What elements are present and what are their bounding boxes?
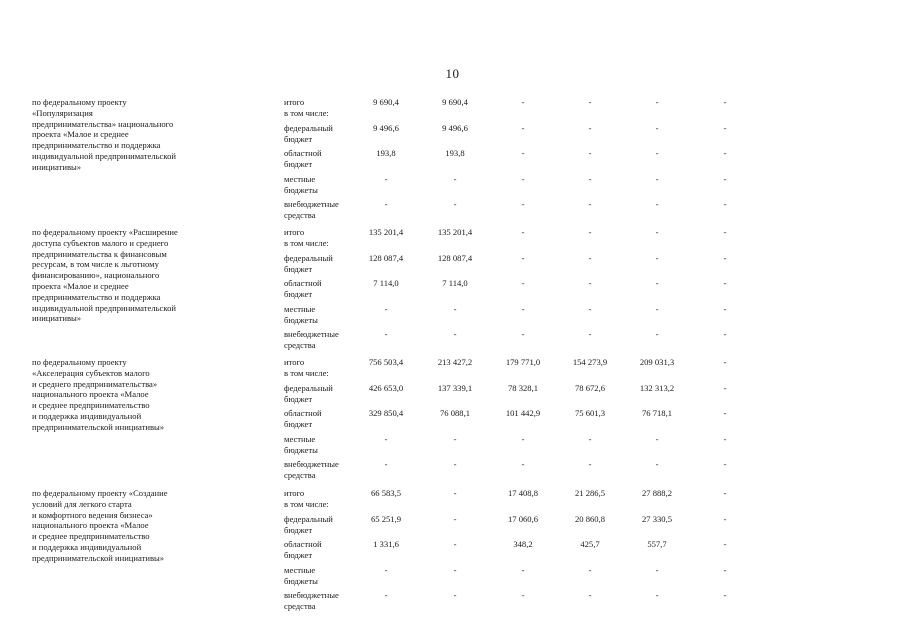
funding-source-label: внебюджетные средства <box>284 459 339 480</box>
amount-cell: 66 583,5 <box>370 488 402 498</box>
amount-cell: 135 201,4 <box>437 227 473 237</box>
amount-cell: - <box>453 329 457 339</box>
amount-cell: - <box>521 227 525 237</box>
funding-source-label: местные бюджеты <box>284 174 318 195</box>
funding-row <box>0 123 905 149</box>
amount-cell: - <box>384 590 388 600</box>
funding-source-label: итого в том числе: <box>284 97 329 118</box>
amount-cell: - <box>655 278 659 288</box>
funding-row <box>0 488 905 514</box>
amount-cell: 101 442,9 <box>505 408 541 418</box>
amount-cell: 154 273,9 <box>572 357 608 367</box>
amount-cell: - <box>384 304 388 314</box>
funding-source-label: местные бюджеты <box>284 304 318 325</box>
amount-cell: - <box>453 590 457 600</box>
amount-cell: - <box>453 304 457 314</box>
amount-cell: 135 201,4 <box>368 227 404 237</box>
amount-cell: - <box>588 174 592 184</box>
amount-cell: - <box>588 565 592 575</box>
project-description: по федеральному проекту «Создание условий для легкого старта и комфортного ведения бизнеса» национального проекта «Малое и среднее предпринимательство и поддержка индивидуальной предпринимательской инициативы» <box>32 488 168 563</box>
amount-cell: - <box>655 174 659 184</box>
funding-row <box>0 514 905 540</box>
funding-row <box>0 329 905 355</box>
funding-row <box>0 383 905 409</box>
amount-cell: - <box>384 174 388 184</box>
amount-cell: 78 672,6 <box>574 383 606 393</box>
amount-cell: - <box>521 97 525 107</box>
funding-source-label: внебюджетные средства <box>284 199 339 220</box>
amount-cell: 137 339,1 <box>437 383 473 393</box>
funding-row <box>0 434 905 460</box>
funding-row <box>0 199 905 225</box>
amount-cell: 17 408,8 <box>507 488 539 498</box>
amount-cell: 76 718,1 <box>641 408 673 418</box>
amount-cell: 78 328,1 <box>507 383 539 393</box>
funding-row <box>0 278 905 304</box>
amount-cell: - <box>588 227 592 237</box>
amount-cell: - <box>521 459 525 469</box>
amount-cell: - <box>588 278 592 288</box>
amount-cell: - <box>384 434 388 444</box>
amount-cell: 193,8 <box>376 148 396 158</box>
amount-cell: 132 313,2 <box>639 383 675 393</box>
amount-cell: - <box>588 304 592 314</box>
amount-cell: - <box>723 329 727 339</box>
amount-cell: - <box>655 565 659 575</box>
amount-cell: 329 850,4 <box>368 408 404 418</box>
funding-source-label: местные бюджеты <box>284 434 318 455</box>
amount-cell: - <box>588 148 592 158</box>
amount-cell: 756 503,4 <box>368 357 404 367</box>
amount-cell: - <box>723 148 727 158</box>
funding-source-label: федеральный бюджет <box>284 123 333 144</box>
amount-cell: - <box>453 514 457 524</box>
amount-cell: 65 251,9 <box>370 514 402 524</box>
amount-cell: 9 496,6 <box>373 123 399 133</box>
amount-cell: 9 690,4 <box>442 97 468 107</box>
amount-cell: - <box>655 227 659 237</box>
funding-row <box>0 304 905 330</box>
funding-row <box>0 357 905 383</box>
amount-cell: 75 601,3 <box>574 408 606 418</box>
funding-source-label: местные бюджеты <box>284 565 318 586</box>
amount-cell: - <box>453 459 457 469</box>
funding-source-label: областной бюджет <box>284 408 322 429</box>
amount-cell: 179 771,0 <box>505 357 541 367</box>
amount-cell: - <box>655 253 659 263</box>
amount-cell: - <box>588 329 592 339</box>
funding-source-label: федеральный бюджет <box>284 383 333 404</box>
amount-cell: - <box>723 199 727 209</box>
amount-cell: - <box>723 227 727 237</box>
amount-cell: - <box>655 590 659 600</box>
amount-cell: - <box>723 123 727 133</box>
funding-source-label: федеральный бюджет <box>284 514 333 535</box>
amount-cell: - <box>655 199 659 209</box>
amount-cell: - <box>588 97 592 107</box>
amount-cell: - <box>384 329 388 339</box>
funding-row <box>0 253 905 279</box>
amount-cell: - <box>723 590 727 600</box>
amount-cell: - <box>453 434 457 444</box>
page-number: 10 <box>445 66 460 81</box>
funding-source-label: областной бюджет <box>284 148 322 169</box>
funding-source-label: федеральный бюджет <box>284 253 333 274</box>
amount-cell: 193,8 <box>445 148 465 158</box>
amount-cell: 128 087,4 <box>437 253 473 263</box>
amount-cell: 27 888,2 <box>641 488 673 498</box>
amount-cell: - <box>723 304 727 314</box>
amount-cell: - <box>588 434 592 444</box>
amount-cell: 128 087,4 <box>368 253 404 263</box>
amount-cell: - <box>453 199 457 209</box>
amount-cell: 9 496,6 <box>442 123 468 133</box>
funding-row <box>0 408 905 434</box>
amount-cell: 27 330,5 <box>641 514 673 524</box>
funding-source-label: внебюджетные средства <box>284 329 339 350</box>
amount-cell: 426 653,0 <box>368 383 404 393</box>
funding-row <box>0 590 905 616</box>
funding-row <box>0 174 905 200</box>
funding-row <box>0 227 905 253</box>
funding-source-label: внебюджетные средства <box>284 590 339 611</box>
funding-source-label: итого в том числе: <box>284 488 329 509</box>
funding-source-label: итого в том числе: <box>284 227 329 248</box>
amount-cell: - <box>588 199 592 209</box>
amount-cell: - <box>521 148 525 158</box>
amount-cell: - <box>655 123 659 133</box>
amount-cell: - <box>723 488 727 498</box>
funding-source-label: итого в том числе: <box>284 357 329 378</box>
amount-cell: - <box>723 539 727 549</box>
amount-cell: - <box>453 565 457 575</box>
amount-cell: - <box>588 459 592 469</box>
amount-cell: 7 114,0 <box>442 278 468 288</box>
amount-cell: 20 860,8 <box>574 514 606 524</box>
amount-cell: - <box>521 590 525 600</box>
amount-cell: 76 088,1 <box>439 408 471 418</box>
amount-cell: - <box>723 253 727 263</box>
amount-cell: - <box>588 253 592 263</box>
project-description: по федеральному проекту «Популяризация предпринимательства» национального проекта «Малое и среднее предпринимательство и поддержка индивидуальной предпринимательской инициативы» <box>32 97 176 172</box>
amount-cell: - <box>723 434 727 444</box>
amount-cell: - <box>723 383 727 393</box>
amount-cell: - <box>655 97 659 107</box>
amount-cell: - <box>521 278 525 288</box>
project-description: по федеральному проекту «Акселерация субъектов малого и среднего предпринимательства» национального проекта «Малое и среднее предпринимательство и поддержка индивидуальной предпринимательской инициативы» <box>32 357 165 432</box>
amount-cell: - <box>588 590 592 600</box>
amount-cell: 21 286,5 <box>574 488 606 498</box>
amount-cell: - <box>521 565 525 575</box>
amount-cell: - <box>723 459 727 469</box>
amount-cell: - <box>723 174 727 184</box>
funding-row <box>0 459 905 485</box>
amount-cell: - <box>655 329 659 339</box>
amount-cell: - <box>384 199 388 209</box>
amount-cell: - <box>453 488 457 498</box>
amount-cell: - <box>723 514 727 524</box>
funding-source-label: областной бюджет <box>284 278 322 299</box>
amount-cell: - <box>521 434 525 444</box>
amount-cell: - <box>384 565 388 575</box>
funding-row <box>0 539 905 565</box>
amount-cell: - <box>453 539 457 549</box>
project-description: по федеральному проекту «Расширение доступа субъектов малого и среднего предпринимательства к финансовым ресурсам, в том числе к льготному финансированию», национального проекта «Малое и среднее предпринимательство и поддержка индивидуальной предпринимательской инициативы» <box>32 227 178 324</box>
amount-cell: 557,7 <box>647 539 667 549</box>
amount-cell: 7 114,0 <box>373 278 399 288</box>
funding-row <box>0 565 905 591</box>
amount-cell: - <box>655 304 659 314</box>
amount-cell: - <box>723 278 727 288</box>
amount-cell: - <box>723 408 727 418</box>
amount-cell: - <box>588 123 592 133</box>
amount-cell: 9 690,4 <box>373 97 399 107</box>
amount-cell: - <box>723 357 727 367</box>
amount-cell: - <box>521 199 525 209</box>
amount-cell: - <box>521 329 525 339</box>
amount-cell: - <box>453 174 457 184</box>
amount-cell: 425,7 <box>580 539 600 549</box>
funding-row <box>0 97 905 123</box>
amount-cell: - <box>723 97 727 107</box>
amount-cell: - <box>655 434 659 444</box>
funding-source-label: областной бюджет <box>284 539 322 560</box>
amount-cell: 348,2 <box>513 539 533 549</box>
amount-cell: - <box>521 123 525 133</box>
amount-cell: - <box>655 148 659 158</box>
amount-cell: - <box>723 565 727 575</box>
amount-cell: 209 031,3 <box>639 357 675 367</box>
amount-cell: - <box>521 174 525 184</box>
amount-cell: - <box>521 253 525 263</box>
funding-row <box>0 148 905 174</box>
amount-cell: 213 427,2 <box>437 357 473 367</box>
amount-cell: - <box>384 459 388 469</box>
amount-cell: - <box>521 304 525 314</box>
amount-cell: 17 060,6 <box>507 514 539 524</box>
amount-cell: - <box>655 459 659 469</box>
amount-cell: 1 331,6 <box>373 539 399 549</box>
